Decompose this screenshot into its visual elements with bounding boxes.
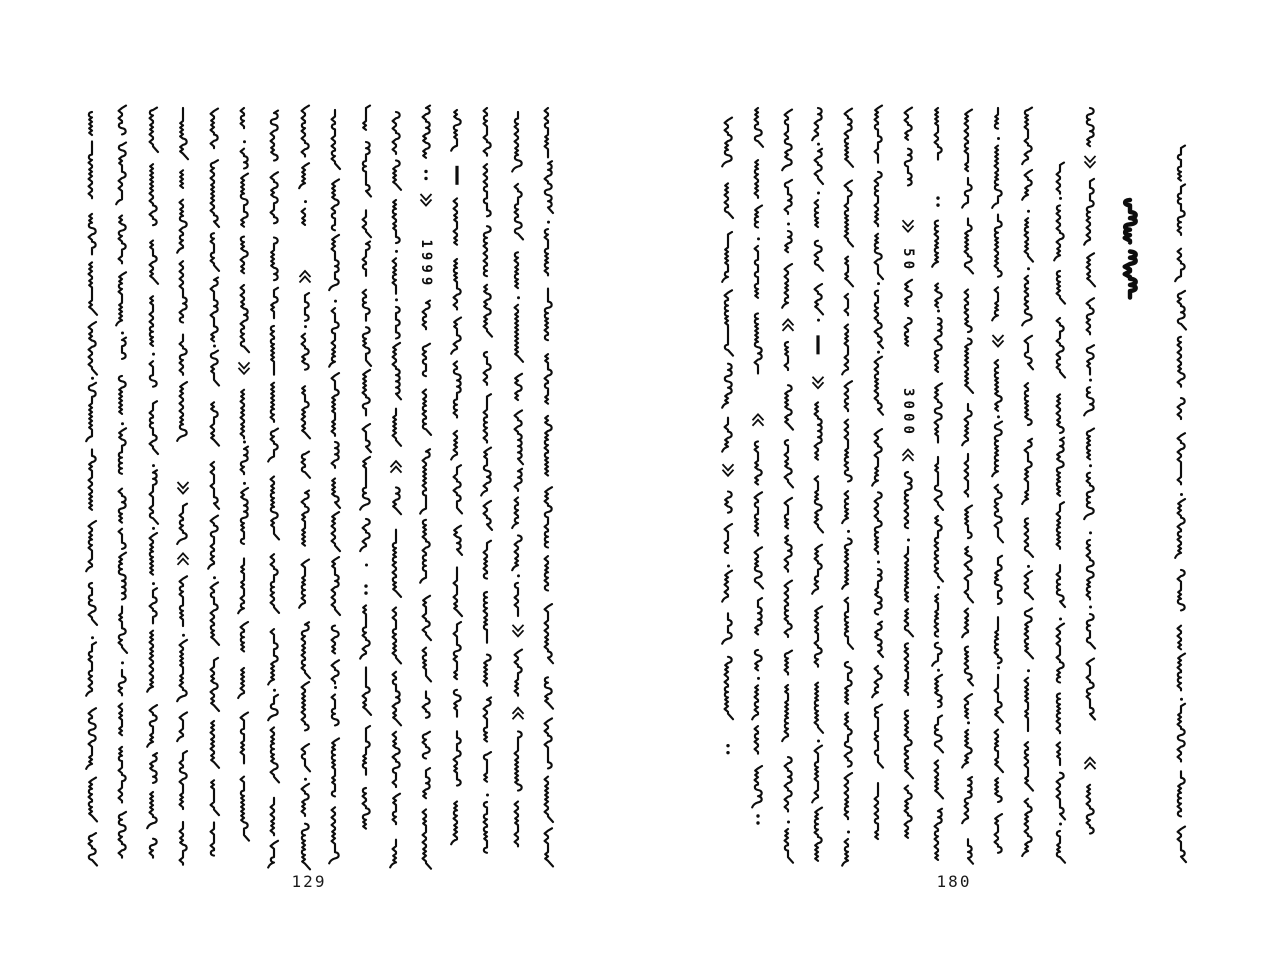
script-stroke xyxy=(1175,146,1186,863)
text-column xyxy=(177,108,188,865)
numeral-digit: 9 xyxy=(418,264,434,273)
dot-mark xyxy=(1180,493,1183,496)
dot-mark xyxy=(877,351,880,354)
dot-mark xyxy=(364,591,367,594)
close-quote-mark xyxy=(513,708,524,720)
dot-mark xyxy=(967,721,970,724)
text-column xyxy=(390,112,401,867)
script-stroke xyxy=(390,112,401,867)
dot-mark xyxy=(1089,531,1092,534)
dot-mark xyxy=(395,298,398,301)
script-stroke xyxy=(992,108,1003,853)
dot-mark xyxy=(997,137,1000,140)
numeral-digit: 0 xyxy=(900,260,916,270)
text-column xyxy=(238,108,249,841)
dot-mark xyxy=(1059,822,1062,825)
embedded-numeral-50 xyxy=(900,248,916,269)
open-quote-mark xyxy=(178,482,189,494)
dot-mark xyxy=(1027,267,1030,270)
dot-mark xyxy=(877,282,880,285)
open-quote-mark xyxy=(239,362,250,374)
text-column xyxy=(842,109,853,866)
dot-mark xyxy=(877,560,880,563)
script-stroke xyxy=(147,108,158,858)
numeral-digit: 5 xyxy=(900,248,916,257)
script-stroke xyxy=(238,108,249,841)
text-column xyxy=(451,110,462,844)
script-stroke xyxy=(451,110,462,844)
script-stroke xyxy=(782,110,793,863)
text-column xyxy=(418,106,434,869)
text-column xyxy=(1084,108,1095,834)
script-stroke xyxy=(872,106,883,839)
numeral-digit: 0 xyxy=(900,400,916,409)
dot-mark xyxy=(1059,197,1062,200)
script-stroke xyxy=(722,118,733,720)
numeral-digit: 0 xyxy=(900,425,916,434)
close-quote-mark xyxy=(903,449,914,461)
dot-mark xyxy=(1089,605,1092,608)
dot-mark xyxy=(1027,210,1030,213)
text-column xyxy=(545,108,553,866)
dot-mark xyxy=(273,689,276,692)
text-column xyxy=(147,108,158,858)
script-stroke xyxy=(1054,163,1065,863)
page-number-left: 129 xyxy=(291,872,327,891)
dot-mark xyxy=(817,319,820,322)
script-stroke xyxy=(86,112,97,866)
script-stroke xyxy=(1022,108,1033,856)
dot-mark xyxy=(756,814,759,817)
dot-mark xyxy=(726,744,729,747)
dot-mark xyxy=(1059,618,1062,621)
close-quote-mark xyxy=(178,553,189,565)
dot-mark xyxy=(547,221,550,224)
script-stroke xyxy=(905,108,913,838)
dot-mark xyxy=(334,300,337,303)
script-stroke xyxy=(481,108,492,853)
page-text-right xyxy=(722,106,1186,866)
page-text-left xyxy=(86,106,553,870)
dot-mark xyxy=(91,636,94,639)
text-column xyxy=(116,106,127,858)
dot-mark xyxy=(997,666,1000,669)
dot-mark xyxy=(936,203,939,206)
dot-mark xyxy=(121,422,124,425)
text-column xyxy=(812,108,823,861)
script-stroke xyxy=(299,106,310,870)
dot-mark xyxy=(243,482,246,485)
dot-mark xyxy=(213,576,216,579)
page-number-right: 180 xyxy=(936,872,972,891)
text-column xyxy=(752,108,763,825)
script-stroke xyxy=(116,106,127,858)
dot-mark xyxy=(1180,698,1183,701)
script-stroke xyxy=(360,106,371,829)
dot-mark xyxy=(936,196,939,199)
text-column xyxy=(1054,163,1065,863)
close-quote-mark xyxy=(783,319,794,331)
dot-mark xyxy=(364,584,367,587)
text-column xyxy=(86,112,97,866)
dot-mark xyxy=(182,634,185,637)
dot-mark xyxy=(517,574,520,577)
text-column xyxy=(932,108,943,860)
text-column xyxy=(481,108,492,853)
heading-script-stroke xyxy=(1125,200,1136,298)
text-column xyxy=(1022,108,1033,856)
dot-mark xyxy=(817,143,820,146)
dot-mark xyxy=(152,582,155,585)
script-stroke xyxy=(962,110,973,864)
dot-mark xyxy=(517,296,520,299)
text-column xyxy=(208,109,219,856)
dot-mark xyxy=(907,539,910,542)
numeral-digit: 1 xyxy=(418,239,434,248)
script-stroke xyxy=(752,108,763,807)
dot-mark xyxy=(757,677,760,680)
close-quote-mark xyxy=(300,271,311,283)
numeral-digit: 3 xyxy=(900,388,916,397)
dot-mark xyxy=(847,830,850,833)
text-column xyxy=(360,106,371,829)
open-quote-mark xyxy=(513,625,524,637)
dot-mark xyxy=(304,325,307,328)
dot-mark xyxy=(937,586,940,589)
script-stroke xyxy=(842,109,853,866)
embedded-numeral-1999 xyxy=(418,239,434,285)
dot-mark xyxy=(817,191,820,194)
dot-mark xyxy=(726,751,729,754)
dot-mark xyxy=(817,739,820,742)
dot-mark xyxy=(152,527,155,530)
dot-mark xyxy=(152,353,155,356)
dot-mark xyxy=(424,177,427,180)
dot-mark xyxy=(304,200,307,203)
dot-mark xyxy=(756,821,759,824)
text-column xyxy=(962,110,973,864)
script-stroke xyxy=(512,112,523,846)
dot-mark xyxy=(997,415,1000,418)
dot-mark xyxy=(365,564,368,567)
dot-mark xyxy=(1089,379,1092,382)
chapter-heading xyxy=(1125,200,1136,298)
dot-mark xyxy=(1027,565,1030,568)
dot-mark xyxy=(424,170,427,173)
numeral-digit: 0 xyxy=(900,413,916,422)
dot-mark xyxy=(937,669,940,672)
dot-mark xyxy=(243,140,246,143)
script-stroke xyxy=(329,110,340,863)
dot-mark xyxy=(757,237,760,240)
text-column xyxy=(872,106,883,839)
numeral-digit: 9 xyxy=(418,276,434,286)
script-stroke xyxy=(1084,108,1095,834)
open-quote-mark xyxy=(903,220,914,232)
dot-mark xyxy=(334,686,337,689)
dot-mark xyxy=(1089,464,1092,467)
script-stroke xyxy=(208,109,219,856)
open-quote-mark xyxy=(993,335,1004,347)
script-stroke xyxy=(932,108,943,860)
dot-mark xyxy=(121,661,124,664)
dot-mark xyxy=(91,377,94,380)
dot-mark xyxy=(787,821,790,824)
open-quote-mark xyxy=(421,194,432,206)
dot-mark xyxy=(787,223,790,226)
close-quote-mark xyxy=(1085,758,1096,770)
dot-mark xyxy=(1027,669,1030,672)
dot-mark xyxy=(395,250,398,253)
dot-mark xyxy=(152,464,155,467)
open-quote-mark xyxy=(1085,156,1096,168)
dot-mark xyxy=(304,778,307,781)
numeral-digit: 9 xyxy=(418,251,434,261)
dot-mark xyxy=(847,530,850,533)
close-quote-mark xyxy=(753,414,764,426)
open-quote-mark xyxy=(723,464,734,476)
script-stroke xyxy=(812,108,823,861)
dot-mark xyxy=(121,332,124,335)
text-column xyxy=(512,112,523,846)
dot-mark xyxy=(937,310,940,313)
embedded-numeral-3000 xyxy=(900,388,916,434)
dot-mark xyxy=(243,440,246,443)
script-stroke xyxy=(420,106,431,869)
text-column xyxy=(722,118,733,755)
text-column xyxy=(268,111,279,868)
text-column xyxy=(299,106,310,870)
dot-mark xyxy=(486,794,489,797)
text-column xyxy=(329,110,340,863)
dot-mark xyxy=(213,345,216,348)
dot-mark xyxy=(727,564,730,567)
text-column xyxy=(992,108,1003,853)
script-stroke xyxy=(268,111,279,868)
open-quote-mark xyxy=(813,377,824,389)
text-column xyxy=(900,108,916,838)
text-column xyxy=(1175,146,1186,863)
close-quote-mark xyxy=(391,461,402,473)
text-column xyxy=(782,110,793,863)
